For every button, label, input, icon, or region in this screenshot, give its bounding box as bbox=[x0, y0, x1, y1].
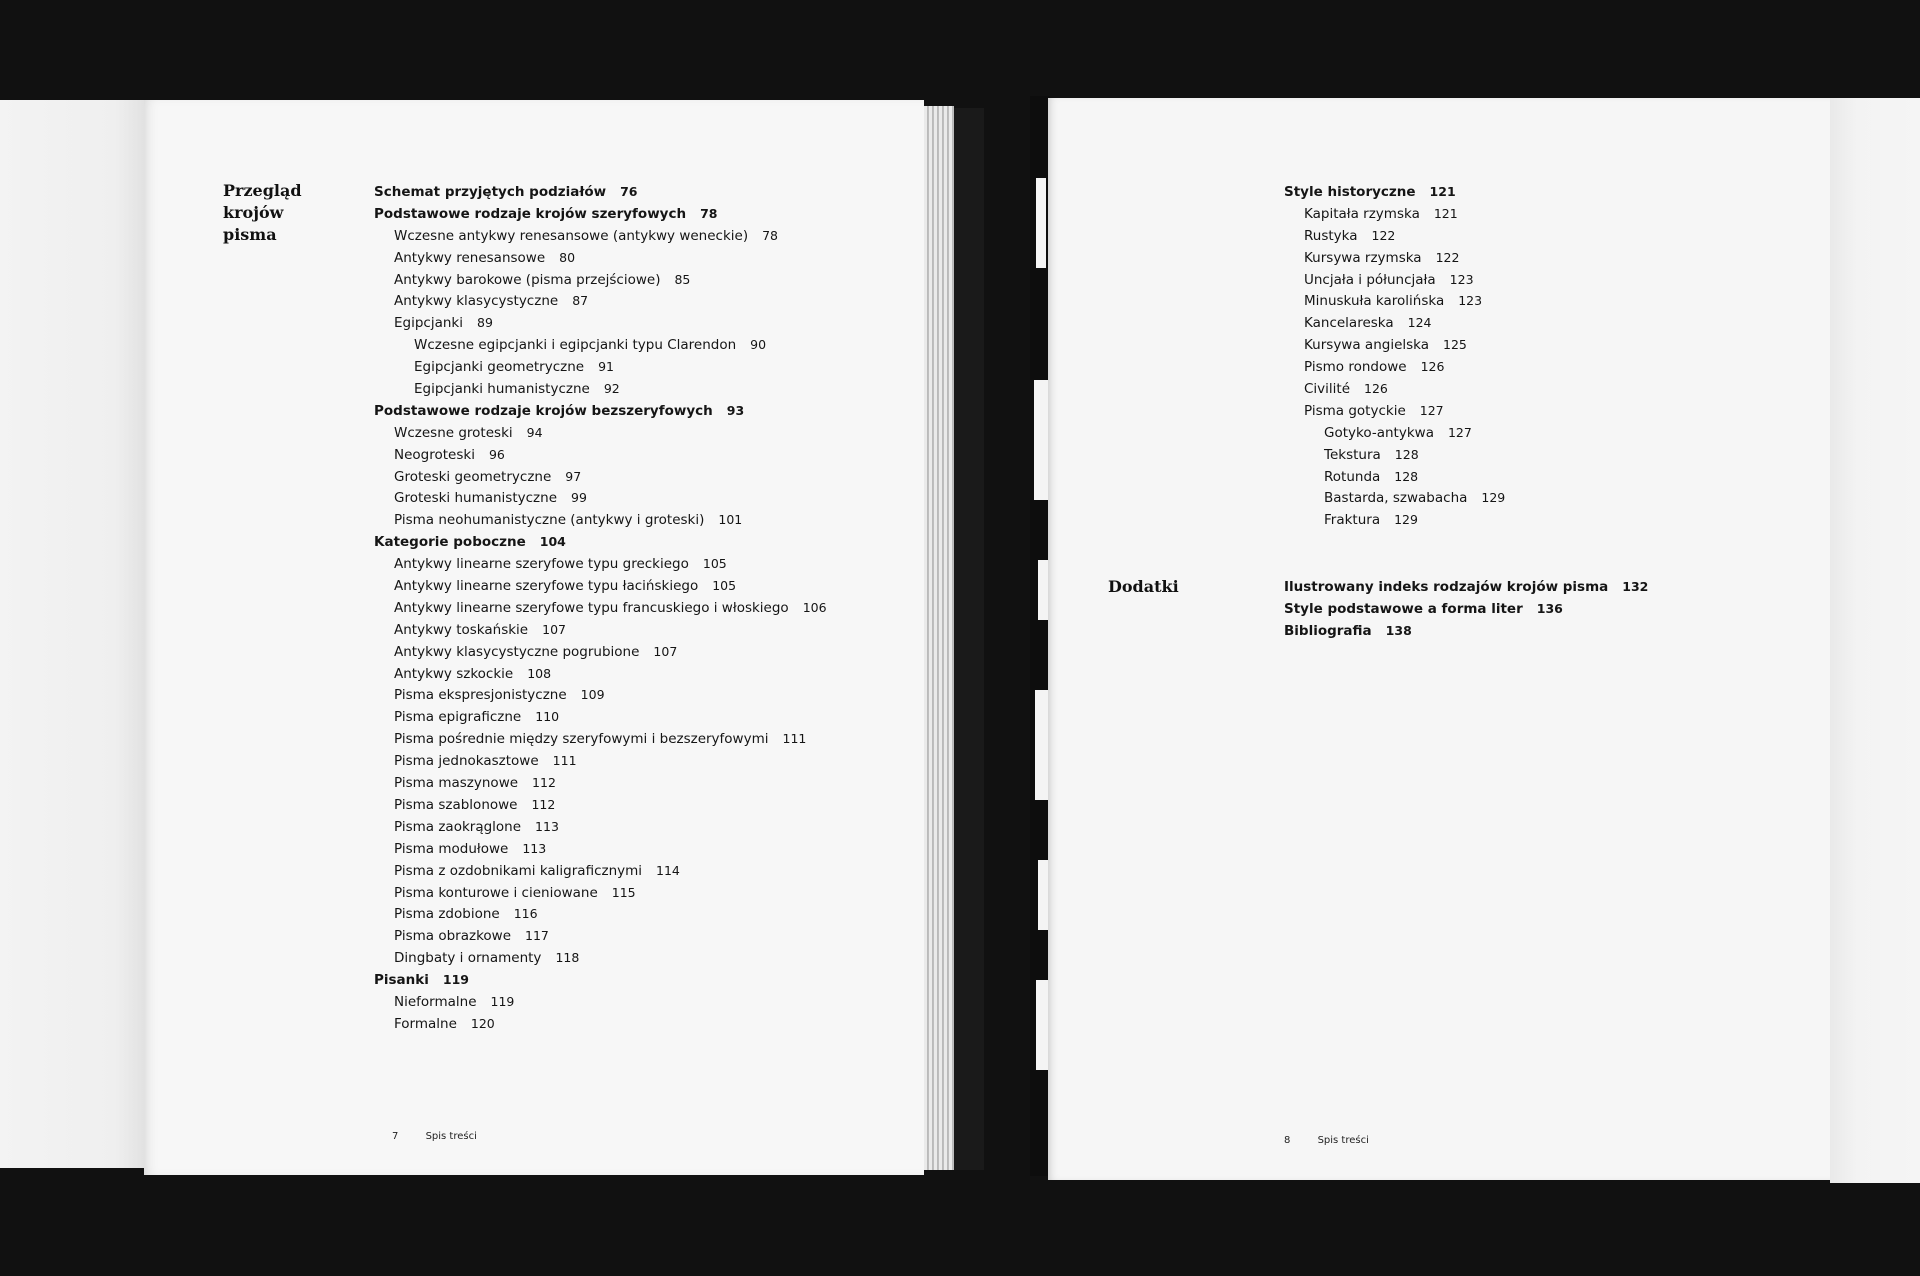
toc-entry-page: 122 bbox=[1371, 227, 1396, 243]
toc-entry bbox=[1284, 334, 1505, 356]
toc-entry-page: 120 bbox=[470, 1015, 495, 1031]
toc-entry-title: Wczesne antykwy renesansowe (antykwy weneckie) bbox=[394, 227, 749, 244]
toc-entry bbox=[374, 860, 827, 882]
toc-entry-page: 99 bbox=[571, 490, 587, 506]
toc-entry bbox=[1284, 444, 1505, 466]
toc-entry-title: Gotyko-antykwa bbox=[1324, 424, 1434, 441]
toc-entry-title: Minuskuła karolińska bbox=[1304, 293, 1445, 310]
toc-entry-title: Podstawowe rodzaje krojów szeryfowych bbox=[374, 205, 687, 222]
left-toc-list bbox=[374, 181, 827, 1035]
toc-entry-title: Egipcjanki bbox=[394, 315, 463, 332]
toc-entry bbox=[374, 772, 827, 794]
toc-entry bbox=[374, 466, 827, 488]
toc-entry-page: 138 bbox=[1385, 622, 1412, 638]
heading-line: Przegląd bbox=[223, 181, 302, 200]
toc-entry-page: 89 bbox=[477, 315, 493, 331]
toc-entry-title: Kursywa rzymska bbox=[1304, 249, 1422, 266]
toc-entry-title: Tekstura bbox=[1324, 446, 1381, 463]
toc-entry-page: 126 bbox=[1364, 381, 1388, 397]
toc-entry bbox=[1284, 598, 1648, 620]
toc-entry-page: 129 bbox=[1394, 512, 1418, 528]
toc-entry bbox=[1284, 312, 1505, 334]
toc-entry bbox=[374, 575, 827, 597]
toc-entry bbox=[374, 487, 827, 509]
toc-entry-title: Pisma konturowe i cieniowane bbox=[394, 884, 598, 901]
toc-entry bbox=[374, 728, 827, 750]
toc-entry-page: 136 bbox=[1536, 600, 1563, 616]
toc-entry bbox=[374, 269, 827, 291]
toc-entry-title: Style historyczne bbox=[1284, 184, 1416, 200]
toc-entry-page: 115 bbox=[611, 884, 636, 900]
toc-entry-page: 128 bbox=[1394, 468, 1419, 484]
toc-entry bbox=[1284, 422, 1505, 444]
toc-entry bbox=[374, 356, 827, 378]
toc-entry-page: 119 bbox=[490, 993, 515, 1009]
toc-entry-page: 113 bbox=[535, 818, 559, 834]
toc-entry-title: Pisma zdobione bbox=[394, 906, 500, 923]
toc-entry-page: 125 bbox=[1443, 337, 1467, 353]
toc-entry-page: 119 bbox=[442, 972, 469, 988]
running-title: Spis treści bbox=[1317, 1135, 1369, 1146]
toc-entry-title: Wczesne egipcjanki i egipcjanki typu Clarendon bbox=[414, 337, 737, 354]
toc-entry bbox=[374, 444, 827, 466]
toc-entry bbox=[374, 509, 827, 531]
toc-entry-title: Pisma obrazkowe bbox=[394, 928, 512, 945]
toc-entry bbox=[1284, 203, 1505, 225]
toc-entry-page: 107 bbox=[542, 621, 566, 637]
toc-entry bbox=[374, 947, 827, 969]
toc-entry-title: Groteski humanistyczne bbox=[394, 490, 557, 507]
toc-entry bbox=[374, 706, 827, 728]
toc-entry-page: 109 bbox=[580, 687, 605, 703]
page-number: 8 bbox=[1284, 1135, 1291, 1146]
toc-entry-page: 78 bbox=[762, 227, 779, 243]
page-stack-edge bbox=[924, 106, 954, 1170]
toc-entry-page: 127 bbox=[1419, 402, 1444, 418]
toc-entry-page: 114 bbox=[656, 862, 680, 878]
toc-entry-title: Pisma z ozdobnikami kaligraficznymi bbox=[394, 862, 643, 879]
toc-entry bbox=[374, 794, 827, 816]
toc-entry-title: Egipcjanki geometryczne bbox=[414, 359, 585, 376]
toc-entry bbox=[1284, 487, 1505, 509]
toc-entry bbox=[374, 903, 827, 925]
toc-entry-page: 106 bbox=[802, 599, 827, 615]
toc-entry-page: 108 bbox=[527, 665, 552, 681]
toc-entry-title: Bastarda, szwabacha bbox=[1324, 490, 1468, 507]
running-title: Spis treści bbox=[425, 1131, 477, 1142]
toc-entry-page: 97 bbox=[565, 468, 582, 484]
toc-entry-title: Pisma szablonowe bbox=[394, 796, 518, 813]
toc-entry-title: Neogroteski bbox=[394, 446, 475, 463]
toc-entry-title: Antykwy szkockie bbox=[394, 665, 514, 682]
toc-entry-title: Nieformalne bbox=[394, 993, 477, 1010]
toc-entry-page: 121 bbox=[1433, 205, 1458, 221]
toc-entry-title: Podstawowe rodzaje krojów bezszeryfowych bbox=[374, 402, 713, 419]
toc-entry-title: Antykwy linearne szeryfowe typu francuskiego i włoskiego bbox=[394, 599, 789, 616]
toc-entry-title: Pisma pośrednie między szeryfowymi i bezszeryfowymi bbox=[394, 731, 769, 748]
toc-entry-page: 113 bbox=[522, 840, 547, 856]
next-page-edge bbox=[1830, 98, 1920, 1183]
toc-entry-page: 132 bbox=[1622, 579, 1649, 594]
toc-entry-page: 128 bbox=[1394, 446, 1419, 462]
toc-entry bbox=[1284, 378, 1505, 400]
toc-entry-title: Pisma jednokasztowe bbox=[394, 753, 539, 770]
toc-entry-page: 129 bbox=[1481, 490, 1506, 506]
dark-divider bbox=[954, 108, 984, 1170]
page-number: 7 bbox=[392, 1131, 399, 1142]
toc-entry-page: 121 bbox=[1429, 184, 1456, 199]
toc-entry-title: Dingbaty i ornamenty bbox=[394, 950, 542, 967]
toc-entry bbox=[374, 334, 827, 356]
toc-entry-title: Antykwy linearne szeryfowe typu łacińskiego bbox=[394, 578, 699, 595]
toc-entry-page: 105 bbox=[712, 578, 737, 594]
toc-entry-title: Pisanki bbox=[374, 972, 429, 989]
toc-entry-page: 105 bbox=[702, 556, 727, 572]
toc-entry bbox=[1284, 247, 1505, 269]
toc-entry-title: Pisma ekspresjonistyczne bbox=[394, 687, 567, 704]
heading-line: pisma bbox=[223, 225, 277, 244]
cover-pattern-shape bbox=[1036, 980, 1048, 1070]
toc-entry-title: Pisma zaokrąglone bbox=[394, 818, 522, 835]
toc-entry bbox=[374, 597, 827, 619]
toc-entry-title: Kategorie poboczne bbox=[374, 534, 526, 551]
toc-entry-title: Uncjała i półuncjała bbox=[1304, 271, 1436, 288]
toc-entry bbox=[374, 641, 827, 663]
toc-entry-page: 110 bbox=[535, 709, 560, 725]
toc-entry bbox=[374, 247, 827, 269]
toc-entry bbox=[1284, 400, 1505, 422]
toc-entry bbox=[374, 531, 827, 553]
toc-entry-title: Pisma modułowe bbox=[394, 840, 509, 857]
toc-entry-title: Ilustrowany indeks rodzajów krojów pisma bbox=[1284, 579, 1609, 595]
toc-entry bbox=[1284, 225, 1505, 247]
toc-entry-page: 78 bbox=[700, 205, 718, 221]
toc-entry-title: Pisma maszynowe bbox=[394, 775, 519, 792]
toc-entry bbox=[374, 400, 827, 422]
toc-entry bbox=[374, 838, 827, 860]
toc-entry bbox=[374, 684, 827, 706]
toc-entry-title: Antykwy barokowe (pisma przejściowe) bbox=[394, 271, 661, 288]
toc-entry-page: 111 bbox=[552, 753, 577, 769]
toc-entry-page: 107 bbox=[653, 643, 678, 659]
toc-entry-page: 112 bbox=[531, 796, 556, 812]
toc-entry bbox=[374, 290, 827, 312]
appendix-toc-list bbox=[1284, 576, 1648, 642]
toc-entry-page: 76 bbox=[620, 184, 638, 199]
toc-entry bbox=[1284, 509, 1505, 531]
toc-entry-page: 80 bbox=[559, 249, 576, 265]
toc-entry-title: Groteski geometryczne bbox=[394, 468, 552, 485]
toc-entry bbox=[1284, 466, 1505, 488]
toc-entry-page: 116 bbox=[513, 906, 538, 922]
cover-pattern-shape bbox=[1034, 380, 1048, 500]
toc-entry bbox=[1284, 356, 1505, 378]
toc-entry-page: 104 bbox=[539, 534, 566, 550]
toc-entry-title: Rotunda bbox=[1324, 468, 1381, 485]
toc-entry bbox=[374, 422, 827, 444]
toc-entry-title: Formalne bbox=[394, 1015, 457, 1032]
toc-entry-title: Pisma gotyckie bbox=[1304, 402, 1406, 419]
toc-entry-page: 101 bbox=[718, 512, 743, 528]
toc-entry-title: Kursywa angielska bbox=[1304, 337, 1430, 354]
toc-entry-title: Pismo rondowe bbox=[1304, 359, 1407, 376]
toc-entry-page: 126 bbox=[1420, 359, 1445, 375]
toc-entry bbox=[1284, 576, 1648, 598]
toc-entry bbox=[374, 816, 827, 838]
cover-pattern-shape bbox=[1036, 178, 1046, 268]
toc-entry-page: 123 bbox=[1458, 293, 1483, 309]
toc-entry-title: Bibliografia bbox=[1284, 622, 1372, 639]
toc-entry bbox=[374, 225, 827, 247]
right-toc-list bbox=[1284, 181, 1505, 531]
toc-entry bbox=[374, 991, 827, 1013]
toc-entry-page: 92 bbox=[603, 381, 620, 397]
toc-entry bbox=[374, 750, 827, 772]
right-section-heading: Dodatki bbox=[1108, 577, 1179, 596]
toc-entry-title: Antykwy linearne szeryfowe typu greckiego bbox=[394, 556, 689, 573]
toc-entry-title: Civilité bbox=[1304, 381, 1351, 398]
toc-entry-title: Antykwy klasycystyczne pogrubione bbox=[394, 643, 640, 660]
toc-entry-page: 112 bbox=[532, 775, 556, 791]
toc-entry-title: Antykwy klasycystyczne bbox=[394, 293, 559, 310]
toc-entry-page: 91 bbox=[598, 359, 614, 375]
heading-line: krojów bbox=[223, 203, 284, 222]
toc-entry-page: 94 bbox=[526, 424, 543, 440]
toc-entry-title: Pisma neohumanistyczne (antykwy i groteski) bbox=[394, 512, 705, 529]
toc-entry-title: Style podstawowe a forma liter bbox=[1284, 600, 1523, 617]
toc-entry bbox=[374, 553, 827, 575]
toc-entry-page: 118 bbox=[555, 950, 580, 966]
toc-entry-title: Kapitała rzymska bbox=[1304, 205, 1420, 222]
toc-entry-title: Pisma epigraficzne bbox=[394, 709, 522, 726]
toc-entry-page: 124 bbox=[1407, 315, 1432, 331]
toc-entry-title: Kancelareska bbox=[1304, 315, 1394, 332]
right-page-footer bbox=[1284, 1135, 1369, 1146]
toc-entry bbox=[374, 378, 827, 400]
previous-page-edge bbox=[0, 100, 144, 1168]
toc-entry-page: 117 bbox=[525, 928, 549, 944]
cover-pattern-shape bbox=[1038, 860, 1048, 930]
toc-entry-title: Schemat przyjętych podziałów bbox=[374, 184, 607, 200]
toc-entry-page: 85 bbox=[674, 271, 691, 287]
toc-entry-title: Rustyka bbox=[1304, 227, 1358, 244]
toc-entry-page: 90 bbox=[750, 337, 767, 353]
toc-entry bbox=[1284, 290, 1505, 312]
toc-entry bbox=[374, 882, 827, 904]
cover-pattern-shape bbox=[1038, 560, 1048, 620]
toc-entry bbox=[374, 663, 827, 685]
toc-entry-title: Antykwy toskańskie bbox=[394, 621, 529, 638]
toc-entry bbox=[374, 203, 827, 225]
toc-entry bbox=[374, 619, 827, 641]
toc-entry bbox=[374, 181, 827, 203]
toc-entry bbox=[1284, 181, 1505, 203]
cover-pattern-shape bbox=[1035, 690, 1048, 800]
toc-entry-page: 122 bbox=[1435, 249, 1460, 265]
toc-entry-page: 93 bbox=[726, 402, 745, 418]
toc-entry-title: Antykwy renesansowe bbox=[394, 249, 546, 266]
toc-entry bbox=[374, 925, 827, 947]
toc-entry-page: 87 bbox=[572, 293, 589, 309]
left-page-footer bbox=[392, 1131, 477, 1142]
toc-entry bbox=[374, 312, 827, 334]
toc-entry-page: 96 bbox=[488, 446, 505, 462]
toc-entry-page: 127 bbox=[1447, 424, 1472, 440]
toc-entry-page: 123 bbox=[1449, 271, 1474, 287]
toc-entry-page: 111 bbox=[782, 731, 807, 747]
toc-entry bbox=[1284, 269, 1505, 291]
toc-entry bbox=[374, 1013, 827, 1035]
toc-entry-title: Wczesne groteski bbox=[394, 424, 513, 441]
toc-entry-title: Fraktura bbox=[1324, 512, 1381, 529]
toc-entry-title: Egipcjanki humanistyczne bbox=[414, 381, 590, 398]
toc-entry bbox=[1284, 620, 1648, 642]
left-section-heading bbox=[223, 180, 302, 246]
toc-entry bbox=[374, 969, 827, 991]
